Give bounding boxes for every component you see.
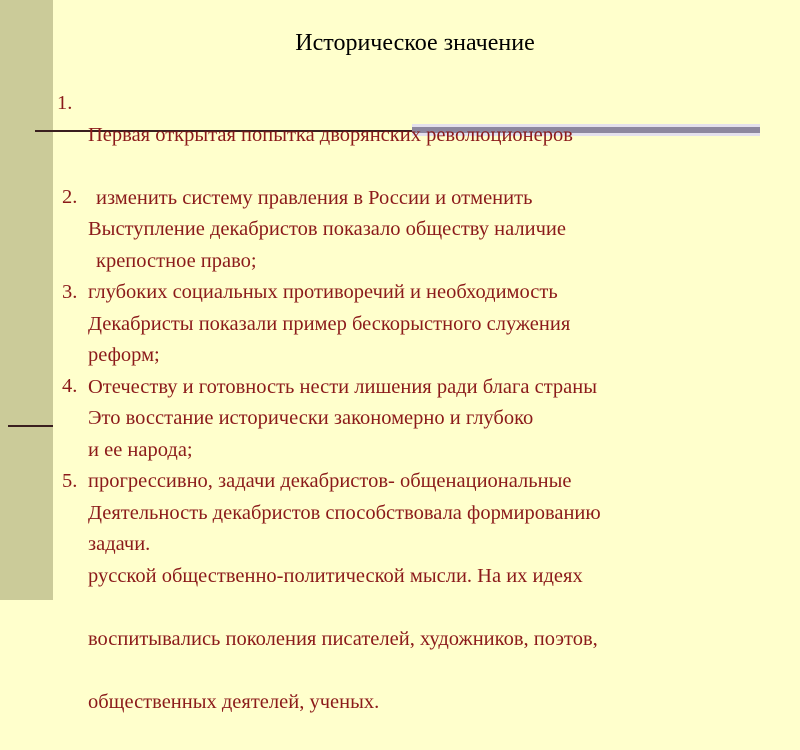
list-item-number: 4. [62, 375, 78, 397]
slide-sidebar-decoration [0, 0, 53, 600]
list-item-line: Декабристы показали пример бескорыстного служения [88, 312, 571, 335]
list-item-number: 3. [62, 281, 78, 303]
slide-title: Историческое значение [295, 30, 535, 56]
list-item-number: 5. [62, 470, 78, 492]
list-item-line: прогрессивно, задачи декабристов- общенациональные [88, 469, 572, 492]
list-item-number: 2. [62, 186, 78, 208]
list-item-line: глубоких социальных противоречий и необходимость [88, 280, 558, 303]
list-item-line: Деятельность декабристов способствовала формированию [88, 501, 601, 524]
decorative-rule-bottom [8, 425, 53, 427]
list-item-line: крепостное право; [96, 249, 257, 272]
list-item-line: реформ; [88, 343, 160, 366]
list-item-line: задачи. [88, 532, 151, 555]
list-item-line: воспитывались поколения писателей, художников, поэтов, [88, 627, 598, 650]
list-item-line: Отечеству и готовность нести лишения ради блага страны [88, 375, 598, 398]
list-item-line: изменить систему правления в России и отменить [96, 186, 533, 209]
list-item-line: и ее народа; [88, 438, 193, 461]
list-item-line: русской общественно-политической мысли. На их идеях [88, 564, 583, 587]
list-item-line: Это восстание исторически закономерно и глубоко [88, 406, 534, 429]
list-item-line: Выступление декабристов показало обществу наличие [88, 217, 566, 240]
list-item-line: Первая открытая попытка дворянских революционеров [88, 123, 573, 146]
list-item-text [88, 466, 601, 750]
list-item-number: 1. [57, 92, 73, 114]
list-item-line: общественных деятелей, ученых. [88, 690, 380, 713]
